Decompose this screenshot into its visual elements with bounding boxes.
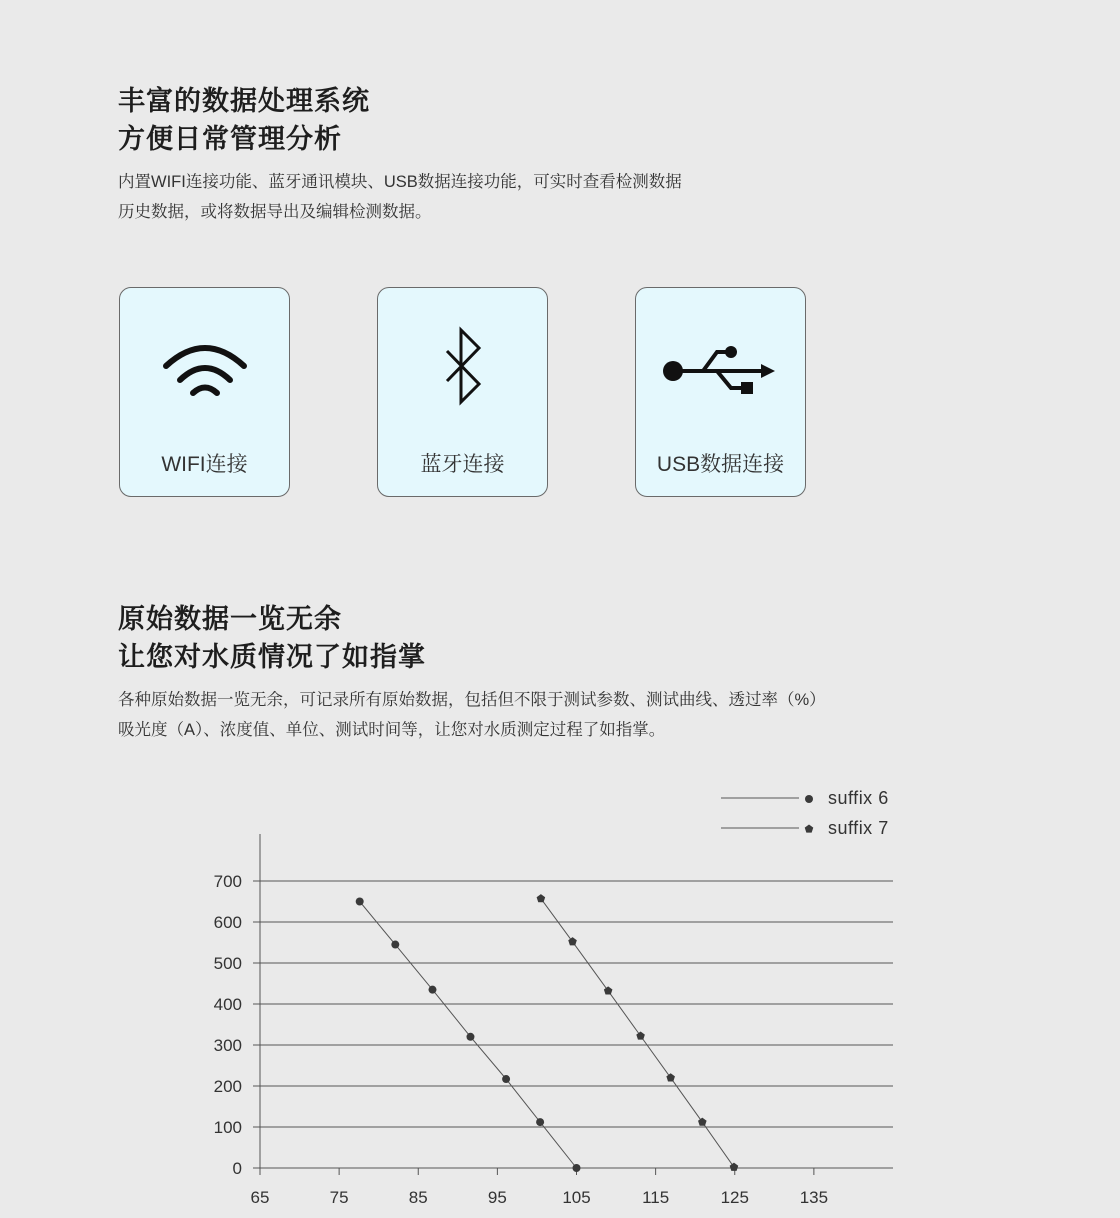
y-tick-label: 100 <box>213 1118 242 1137</box>
data-point-series-2 <box>666 1073 675 1081</box>
usb-icon <box>636 326 805 416</box>
data-point-series-2 <box>698 1118 707 1126</box>
wifi-icon <box>120 326 289 416</box>
data-point-series-1 <box>466 1033 474 1041</box>
data-point-series-2 <box>636 1031 645 1039</box>
section1-title-line-2: 方便日常管理分析 <box>118 124 342 154</box>
line-chart <box>0 770 1120 1218</box>
section1-title <box>118 82 370 158</box>
data-point-series-1 <box>356 898 364 906</box>
data-point-series-2 <box>604 986 613 994</box>
x-tick-label: 135 <box>799 1188 829 1207</box>
legend-marker-2 <box>805 825 814 833</box>
y-tick-label: 0 <box>232 1159 242 1178</box>
section2-desc-line-1: 各种原始数据一览无余，可记录所有原始数据，包括但不限于测试参数、测试曲线、透过率（%） <box>118 691 826 709</box>
legend-label-2: suffix 7 <box>828 818 889 838</box>
usb-card[interactable] <box>635 287 806 497</box>
x-tick-label: 65 <box>250 1188 270 1207</box>
bluetooth-card-label: 蓝牙连接 <box>420 453 505 476</box>
section2-title <box>118 600 426 676</box>
y-tick-label: 700 <box>213 872 242 891</box>
data-point-series-1 <box>536 1118 544 1126</box>
section2-desc-line-2: 吸光度（A）、浓度值、单位、测试时间等，让您对水质测定过程了如指掌。 <box>118 721 666 739</box>
section1-title-line-1: 丰富的数据处理系统 <box>118 86 370 116</box>
data-point-series-1 <box>573 1164 581 1172</box>
x-tick-label: 95 <box>487 1188 507 1207</box>
x-tick-label: 115 <box>642 1188 670 1207</box>
legend-marker-1 <box>805 795 813 803</box>
section1-description <box>118 167 682 227</box>
bluetooth-card[interactable] <box>377 287 548 497</box>
section2-description <box>118 685 826 745</box>
data-point-series-1 <box>428 986 436 994</box>
data-point-series-1 <box>391 941 399 949</box>
y-tick-label: 600 <box>213 913 242 932</box>
section1-desc-line-2: 历史数据，或将数据导出及编辑检测数据。 <box>118 203 432 221</box>
y-tick-label: 300 <box>213 1036 242 1055</box>
usb-card-label: USB数据连接 <box>656 453 785 476</box>
y-tick-label: 400 <box>213 995 242 1014</box>
x-tick-label: 105 <box>562 1188 591 1207</box>
legend-label-1: suffix 6 <box>828 788 889 808</box>
x-tick-label: 125 <box>720 1188 749 1207</box>
x-tick-label: 85 <box>408 1188 428 1207</box>
y-tick-label: 200 <box>213 1077 242 1096</box>
data-point-series-2 <box>730 1163 739 1171</box>
bluetooth-icon <box>378 326 547 416</box>
section1-desc-line-1: 内置WIFI连接功能、蓝牙通讯模块、USB数据连接功能，可实时查看检测数据 <box>118 173 682 191</box>
wifi-card-label: WIFI连接 <box>161 453 248 476</box>
y-tick-label: 500 <box>213 954 242 973</box>
x-tick-label: 75 <box>329 1188 349 1207</box>
data-point-series-2 <box>537 894 546 902</box>
data-point-series-1 <box>502 1075 510 1083</box>
section2-title-line-2: 让您对水质情况了如指掌 <box>118 642 426 672</box>
wifi-card[interactable] <box>119 287 290 497</box>
section2-title-line-1: 原始数据一览无余 <box>118 604 342 634</box>
